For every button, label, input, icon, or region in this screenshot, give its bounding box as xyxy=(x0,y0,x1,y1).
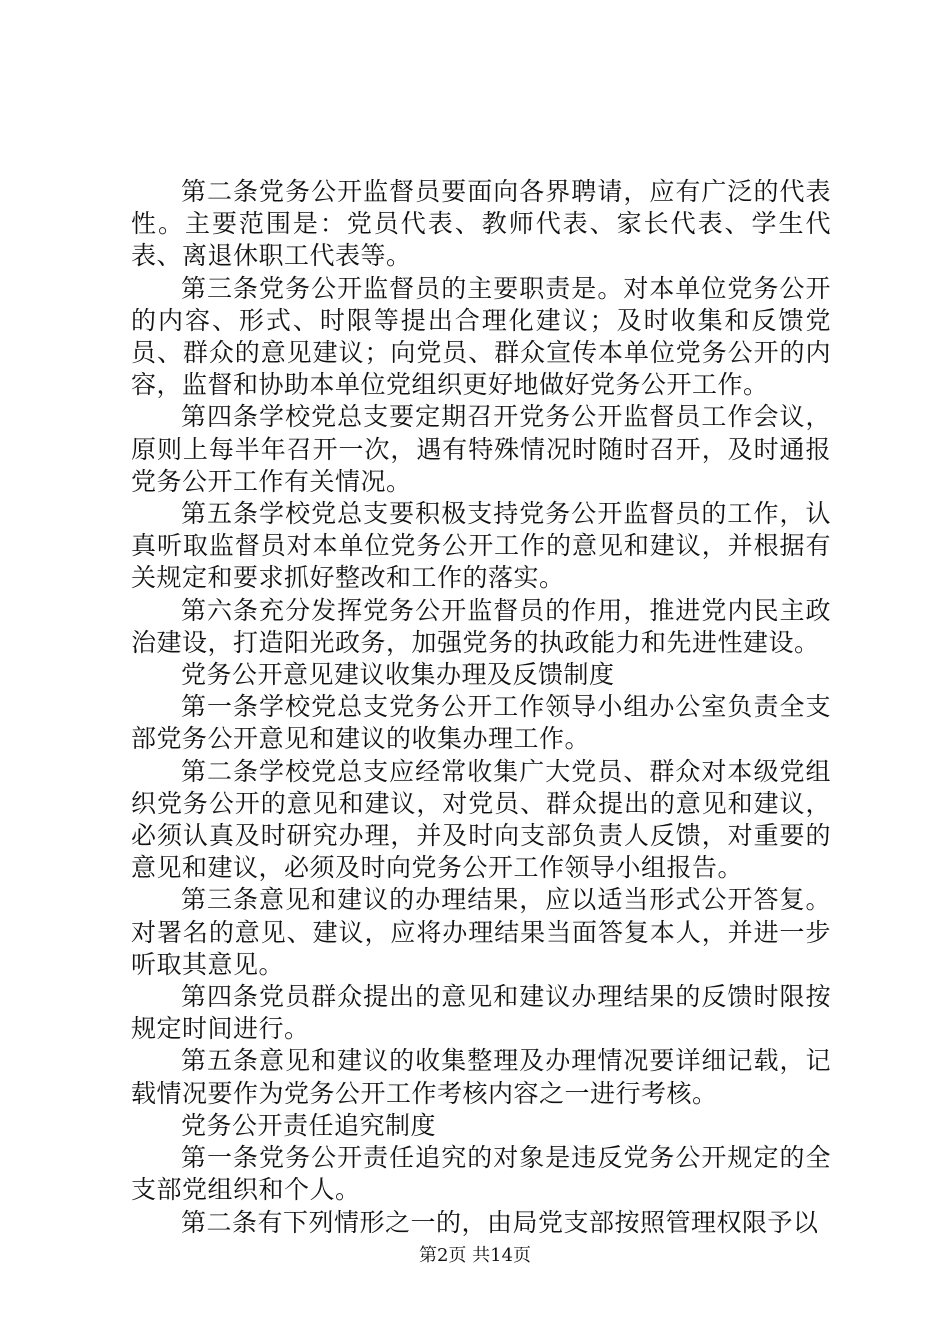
paragraph: 第三条党务公开监督员的主要职责是。对本单位党务公开的内容、形式、时限等提出合理化建议；及时收集和反馈党员、群众的意见建议；向党员、群众宣传本单位党务公开的内容，监督和协助本单位党组织更好地做好党务公开工作。 xyxy=(131,273,831,400)
document-body xyxy=(131,176,831,1239)
paragraph: 第五条学校党总支要积极支持党务公开监督员的工作，认真听取监督员对本单位党务公开工作的意见和建议，并根据有关规定和要求抓好整改和工作的落实。 xyxy=(131,499,831,593)
paragraph: 第六条充分发挥党务公开监督员的作用，推进党内民主政治建设，打造阳光政务，加强党务的执政能力和先进性建设。 xyxy=(131,595,831,657)
section-heading: 党务公开责任追究制度 xyxy=(181,1110,437,1140)
page-number-footer: 第2页 共14页 xyxy=(418,1245,532,1266)
paragraph: 第四条学校党总支要定期召开党务公开监督员工作会议，原则上每半年召开一次，遇有特殊情况时随时召开，及时通报党务公开工作有关情况。 xyxy=(131,402,831,496)
paragraph: 第一条党务公开责任追究的对象是违反党务公开规定的全支部党组织和个人。 xyxy=(131,1143,831,1205)
paragraph: 第一条学校党总支党务公开工作领导小组办公室负责全支部党务公开意见和建议的收集办理工作。 xyxy=(131,692,831,754)
paragraph: 第二条有下列情形之一的，由局党支部按照管理权限予以 xyxy=(181,1207,819,1237)
paragraph: 第二条学校党总支应经常收集广大党员、群众对本级党组织党务公开的意见和建议，对党员、群众提出的意见和建议，必须认真及时研究办理，并及时向支部负责人反馈，对重要的意见和建议，必须及时向党务公开工作领导小组报告。 xyxy=(131,756,831,883)
paragraph: 第五条意见和建议的收集整理及办理情况要详细记载，记载情况要作为党务公开工作考核内容之一进行考核。 xyxy=(131,1046,831,1108)
paragraph: 第二条党务公开监督员要面向各界聘请，应有广泛的代表性。主要范围是：党员代表、教师代表、家长代表、学生代表、离退休职工代表等。 xyxy=(131,177,831,271)
section-heading: 党务公开意见建议收集办理及反馈制度 xyxy=(181,660,615,690)
paragraph: 第四条党员群众提出的意见和建议办理结果的反馈时限按规定时间进行。 xyxy=(131,982,831,1044)
paragraph: 第三条意见和建议的办理结果，应以适当形式公开答复。对署名的意见、建议，应将办理结果当面答复本人，并进一步听取其意见。 xyxy=(131,885,831,979)
